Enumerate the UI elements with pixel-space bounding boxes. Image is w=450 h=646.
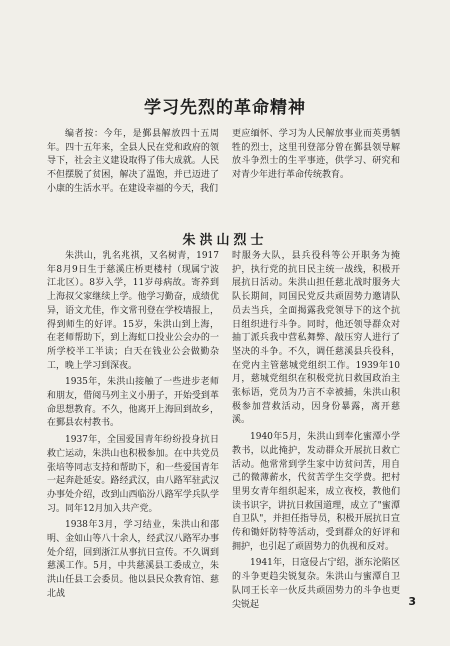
editor-note-right xyxy=(232,128,400,183)
biography-right-column xyxy=(232,250,400,612)
editor-note-paragraph: 更应缅怀、学习为人民解放事业而英勇牺牲的烈士，这里刊登部分曾在鄞县领导解放斗争烈士的生平事迹，供学习、研究和对青少年进行革命传统教育。 xyxy=(232,129,400,181)
editor-note-paragraph: 编者按：今年，是鄞县解放四十五周年。四十五年来，全县人民在党和政府的领导下，社会主义建设取得了伟大成就。人民不但摆脱了贫困，解决了温饱，并已迈进了小康的生活水平。在建设幸福的今天，我们 xyxy=(47,129,219,194)
paragraph: 1938年3月，学习结业，朱洪山和邵明、金如山等八十余人，经武汉八路军办事处介绍，回到浙江从事抗日宣传。不久调到慈溪工作。5月，中共慈溪县工委成立，朱洪山任县工会委员。他以县民众教育馆、慈北战 xyxy=(47,520,219,599)
paragraph: 1935年，朱洪山接触了一些进步老师和朋友，借阅马列主义小册子，开始受到革命思想教育。不久，他离开上海回到故乡，在鄞县农村教书。 xyxy=(47,377,219,429)
paragraph: 1937年，全国爱国青年纷纷投身抗日救亡运动，朱洪山也积极参加。在中共党员张培等同志支持和帮助下，和一些爱国青年一起奔赴延安。路经武汉，由八路军驻武汉办事处介绍，改到山西临汾八路军学兵队学习。同年12月加入共产党。 xyxy=(47,435,219,514)
paragraph: 1941年，日寇侵占宁绍，浙东沦陷区的斗争更趋尖锐复杂。朱洪山与蜜潭自卫队同王长辛一伙反共顽固势力的斗争也更尖锐起 xyxy=(232,558,400,610)
page-number: 3 xyxy=(408,595,416,608)
paragraph: 朱洪山，乳名兆祺，又名树青，1917年8月9日生于慈溪庄桥更楼村（现属宁波江北区）。8岁入学，11岁母病故。寄养到上海叔父家继续上学。他学习勤奋，成绩优异，语文尤佳，作文常刊登在学校墙报上，得到师生的好评。15岁，朱洪山到上海，在老师帮助下，到上海虹口投业公会办的一所学校半工半读；白天在钱业公会做勤杂工，晚上学习到深夜。 xyxy=(47,251,219,371)
section-title: 朱洪山烈士 xyxy=(182,232,268,248)
article-title: 学习先烈的革命精神 xyxy=(144,98,306,119)
editor-note-left xyxy=(47,128,219,197)
paragraph: 时服务大队，县兵役科等公开职务为掩护，执行党的抗日民主统一战线，积极开展抗日活动。朱洪山担任慈北战时服务大队长期间，同国民党反共顽固势力邀请队员去当兵，全面揭露我党领导下的这个抗日组织进行斗争。同时，他还领导群众对抽丁派兵我中营私舞弊、敲压穷人进行了坚决的斗争。不久，调任慈溪县兵役科，在党内主管慈城党组织工作。1939年10月，慈城党组织在积极党抗日救国政治主张标语，党员为乃言不幸被捕，朱洪山积极参加营救活动，因身份暴露，离开慈溪。 xyxy=(232,251,400,426)
biography-left-column xyxy=(47,250,219,602)
paragraph: 1940年5月，朱洪山到奉化蜜潭小学教书，以此掩护，发动群众开展抗日救亡活动。他常常到学生家中访贫问苦，用自己的微薄薪水，代贫苦学生交学费。把村里男女青年组织起来，成立夜校，教他们读书识字，讲抗日救国道理，成立了"蜜潭自卫队"，并担任指导员，积极开展抗日宣传和锄奸防特等活动，受到群众的好评和拥护，也引起了顽固势力的仇视和反对。 xyxy=(232,432,400,552)
